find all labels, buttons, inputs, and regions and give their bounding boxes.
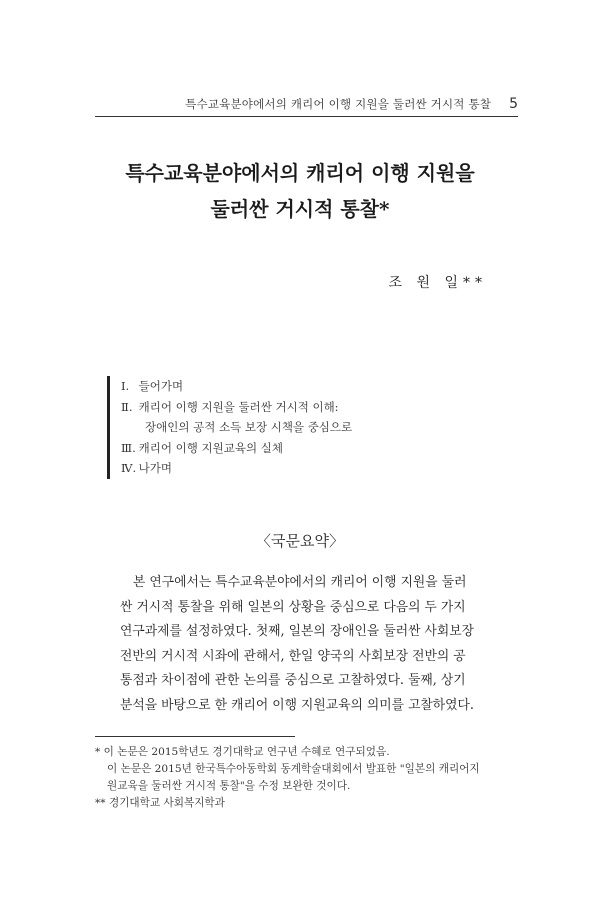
toc-text: 캐리어 이행 지원교육의 실체 — [138, 440, 283, 455]
footnote-affiliation: ** 경기대학교 사회복지학과 — [95, 797, 225, 809]
abstract-body — [120, 571, 482, 718]
abstract-line: 싼 거시적 통찰을 위해 일본의 상황을 중심으로 다음의 두 가지 — [120, 599, 466, 615]
paper-title — [0, 155, 600, 227]
toc-item — [121, 397, 352, 418]
footnote-presentation-cont: 원교육을 둘러싼 거시적 통찰"을 수정 보완한 것이다. — [107, 780, 351, 792]
toc-text: 캐리어 이행 지원을 둘러싼 거시적 이해: — [138, 399, 339, 414]
footnote-funding: * 이 논문은 2015학년도 경기대학교 연구년 수혜로 연구되었음. — [95, 746, 390, 758]
toc-number: Ⅰ. — [121, 379, 130, 393]
footnote-presentation: 이 논문은 2015년 한국특수아동학회 동계학술대회에서 발표한 "일본의 캐리어지 — [107, 763, 480, 775]
toc-number: Ⅱ. — [121, 399, 133, 414]
abstract-line: 연구과제를 설정하였다. 첫째, 일본의 장애인을 둘러싼 사회보장 — [120, 624, 474, 639]
toc-subtitle: 장애인의 공적 소득 보장 시책을 중심으로 — [145, 420, 353, 434]
toc-text: 들어가며 — [138, 379, 184, 393]
toc-item — [121, 458, 352, 479]
abstract-line: 본 연구에서는 특수교육분야에서의 캐리어 이행 지원을 둘러 — [133, 575, 467, 590]
running-header — [95, 90, 518, 117]
toc-number: Ⅳ. — [121, 461, 137, 475]
toc-number: Ⅲ. — [121, 440, 136, 455]
abstract-line: 분석을 바탕으로 한 캐리어 이행 지원교육의 의미를 고찰하였다. — [120, 697, 474, 713]
toc-text: 나가며 — [138, 461, 172, 475]
abstract-heading: 〈국문요약〉 — [256, 532, 344, 550]
abstract-line: 전반의 거시적 시좌에 관해서, 한일 양국의 사회보장 전반의 공 — [120, 648, 466, 664]
footnotes — [95, 744, 525, 812]
toc-item — [121, 376, 352, 397]
title-line-1: 특수교육분야에서의 캐리어 이행 지원을 — [125, 161, 475, 185]
running-title: 특수교육분야에서의 캐리어 이행 지원을 둘러싼 거시적 통찰 — [185, 97, 492, 111]
footnote-divider — [95, 736, 295, 737]
toc-item — [121, 438, 352, 459]
table-of-contents — [107, 376, 352, 479]
abstract-line: 통점과 차이점에 관한 논의를 중심으로 고찰하였다. 둘째, 상기 — [120, 673, 466, 688]
page-number: 5 — [509, 96, 518, 112]
author-name: 조 원 일** — [388, 275, 487, 291]
title-line-2: 둘러싼 거시적 통찰* — [210, 197, 390, 221]
